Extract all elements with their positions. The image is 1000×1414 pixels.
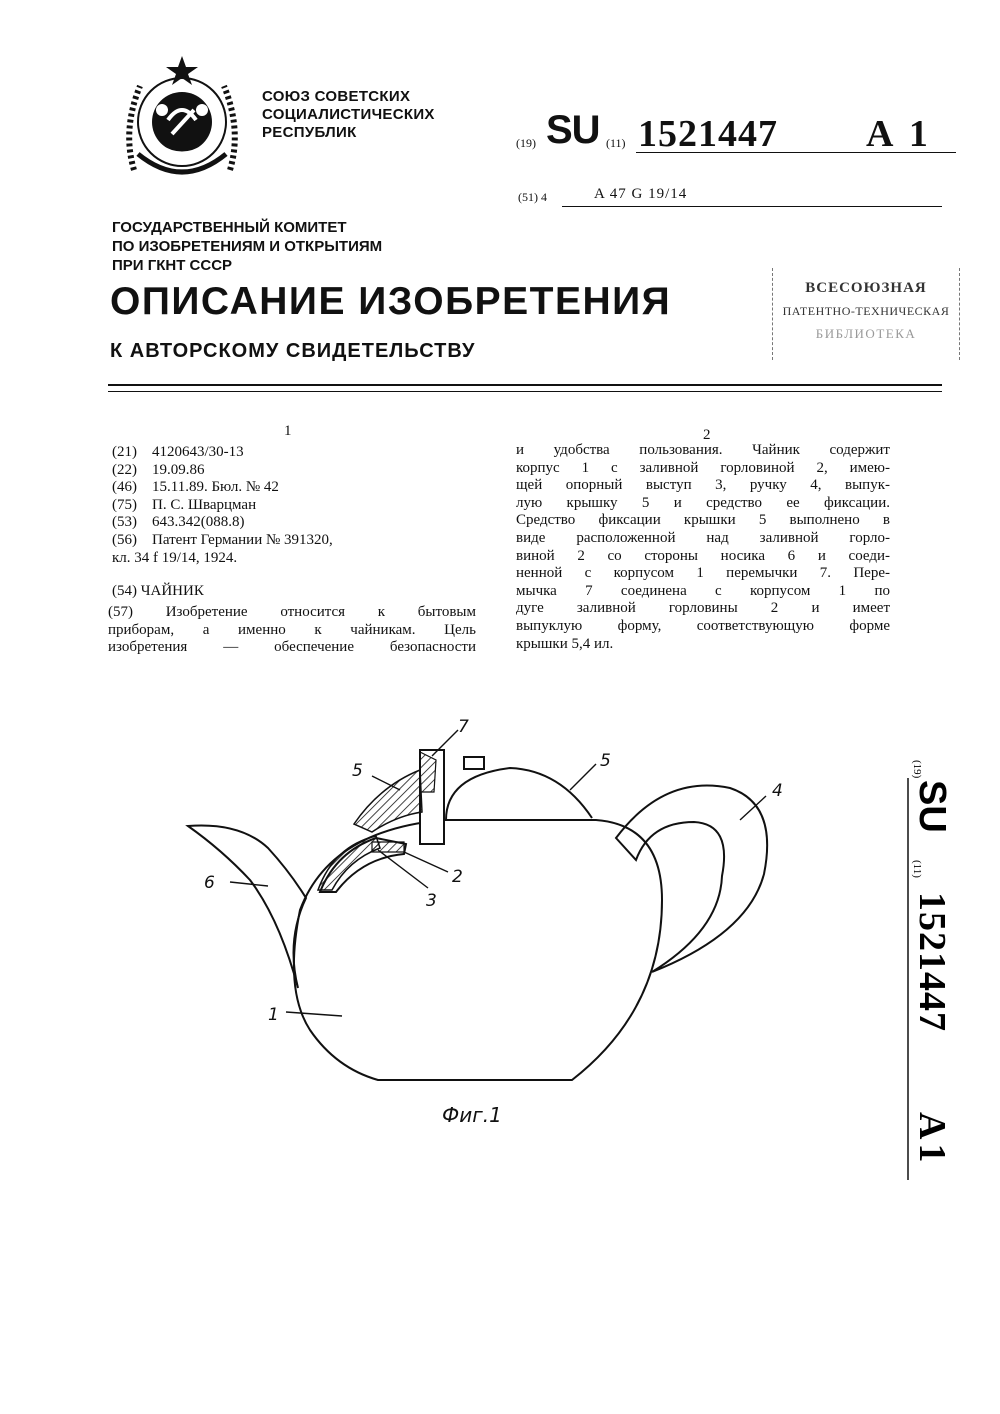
label-3: 3 [426,891,437,911]
label-6: 6 [204,873,215,893]
biblio-code: (53) [112,514,137,531]
abstract-line: изобретения — обеспечение безопасности [108,639,476,656]
abstract-line: щей опорный выступ 3, ручку 4, выпук- [516,477,890,494]
figure-caption: Фиг.1 [442,1103,502,1127]
abstract-line: виде расположенной над заливной горло- [516,529,890,546]
committee-line: ГОСУДАРСТВЕННЫЙ КОМИТЕТ [112,219,347,236]
stamp-line: БИБЛИОТЕКА [815,326,917,341]
abstract-right-column [516,442,890,653]
number-underline [636,152,956,153]
leader-line [230,882,268,886]
side-number: 1521447 [911,892,953,1032]
lid-knob [464,757,484,769]
biblio-value: П. С. Шварцман [152,496,257,513]
label-5-lid-section: 5 [352,761,363,781]
biblio-code: (56) [112,531,137,548]
document-title: ОПИСАНИЕ ИЗОБРЕТЕНИЯ [110,280,672,323]
biblio-code: (75) [112,496,137,513]
abstract-line: выпуклую форму, соответствующую форме [516,617,890,634]
committee-line: ПО ИЗОБРЕТЕНИЯМ И ОТКРЫТИЯМ [112,238,383,255]
stamp-line: ПАТЕНТНО-ТЕХНИЧЕСКАЯ [782,304,950,318]
label-5-lid: 5 [600,751,611,771]
inid-code-19: (19) [516,136,536,150]
ipc-underline [562,206,942,207]
biblio-value: 15.11.89. Бюл. № 42 [152,479,279,496]
country-code: SU [546,108,600,152]
biblio-continuation: кл. 34 f 19/14, 1924. [112,549,238,566]
patent-number: 1521447 [638,113,778,155]
organization-name [262,88,435,142]
biblio-row [112,479,333,497]
abstract-line: приборам, а именно к чайникам. Цель [108,621,476,638]
leader-line [286,1012,342,1016]
invention-title: (54) ЧАЙНИК [112,583,204,600]
bibliographic-data [112,444,333,601]
teapot-spout [188,825,306,988]
column-number-left: 1 [284,423,292,439]
biblio-row [112,514,333,532]
abstract-line: корпус 1 с заливной горловиной 2, имею- [516,459,890,476]
state-emblem [112,50,252,190]
stamp-line: ВСЕСОЮЗНАЯ [805,280,927,296]
support-ledge-section [372,842,404,852]
inid-code-51: (51) 4 [518,190,547,204]
biblio-value: Патент Германии № 391320, [152,531,333,548]
publication-number [516,108,956,158]
abstract-line: и удобства пользования. Чайник содержит [516,442,890,458]
side-code-19: (19) [911,760,923,779]
org-line: РЕСПУБЛИК [262,124,357,141]
label-1: 1 [268,1005,279,1025]
biblio-row [112,462,333,480]
figure-teapot [150,700,800,1160]
abstract-line: виной 2 со стороны носика 6 и соеди- [516,547,890,564]
ipc-class: A 47 G 19/14 [594,186,688,202]
leader-line [378,850,428,888]
biblio-code: (22) [112,461,137,478]
header-divider-thin [108,391,942,392]
column-number-right: 2 [703,427,711,443]
abstract-left-column [108,604,476,657]
side-country: SU [911,780,953,833]
abstract-line: (57) Изобретение относится к бытовым [108,604,476,620]
leader-line [404,852,448,872]
document-subtitle: К АВТОРСКОМУ СВИДЕТЕЛЬСТВУ [110,340,476,362]
biblio-row [112,444,333,462]
side-kind: A1 [911,1112,953,1167]
teapot-handle [616,785,767,972]
side-code-11: (11) [911,860,923,878]
leader-line [570,764,596,790]
teapot-lid [446,768,592,820]
label-4: 4 [772,781,783,801]
biblio-row [112,497,333,515]
abstract-line: крышки 5,4 ил. [516,635,614,652]
committee-name [112,218,382,275]
abstract-line: мычка 7 соединена с корпусом 1 по [516,582,890,599]
biblio-row [112,532,333,550]
biblio-value: 19.09.86 [152,461,205,478]
biblio-code: (21) [112,444,137,460]
header-divider [108,384,942,386]
abstract-line: ненной с корпусом 1 перемычки 7. Пере- [516,565,890,582]
lid-section [354,770,422,832]
label-2: 2 [452,867,463,887]
kind-code: A 1 [866,113,932,155]
label-7: 7 [458,717,469,737]
org-line: СОЮЗ СОВЕТСКИХ [262,88,411,105]
org-line: СОЦИАЛИСТИЧЕСКИХ [262,106,435,123]
committee-line: ПРИ ГКНТ СССР [112,257,233,274]
biblio-value: 4120643/30-13 [152,444,244,460]
abstract-line: Средство фиксации крышки 5 выполнено в [516,512,890,529]
library-stamp [772,268,960,360]
inid-code-11: (11) [606,136,626,150]
abstract-line: дуге заливной горловины 2 и имеет [516,600,890,617]
biblio-value: 643.342(088.8) [152,514,245,531]
side-patent-code [898,760,968,1200]
abstract-line: лую крышку 5 и средство ее фиксации. [516,494,890,511]
biblio-code: (46) [112,479,137,496]
